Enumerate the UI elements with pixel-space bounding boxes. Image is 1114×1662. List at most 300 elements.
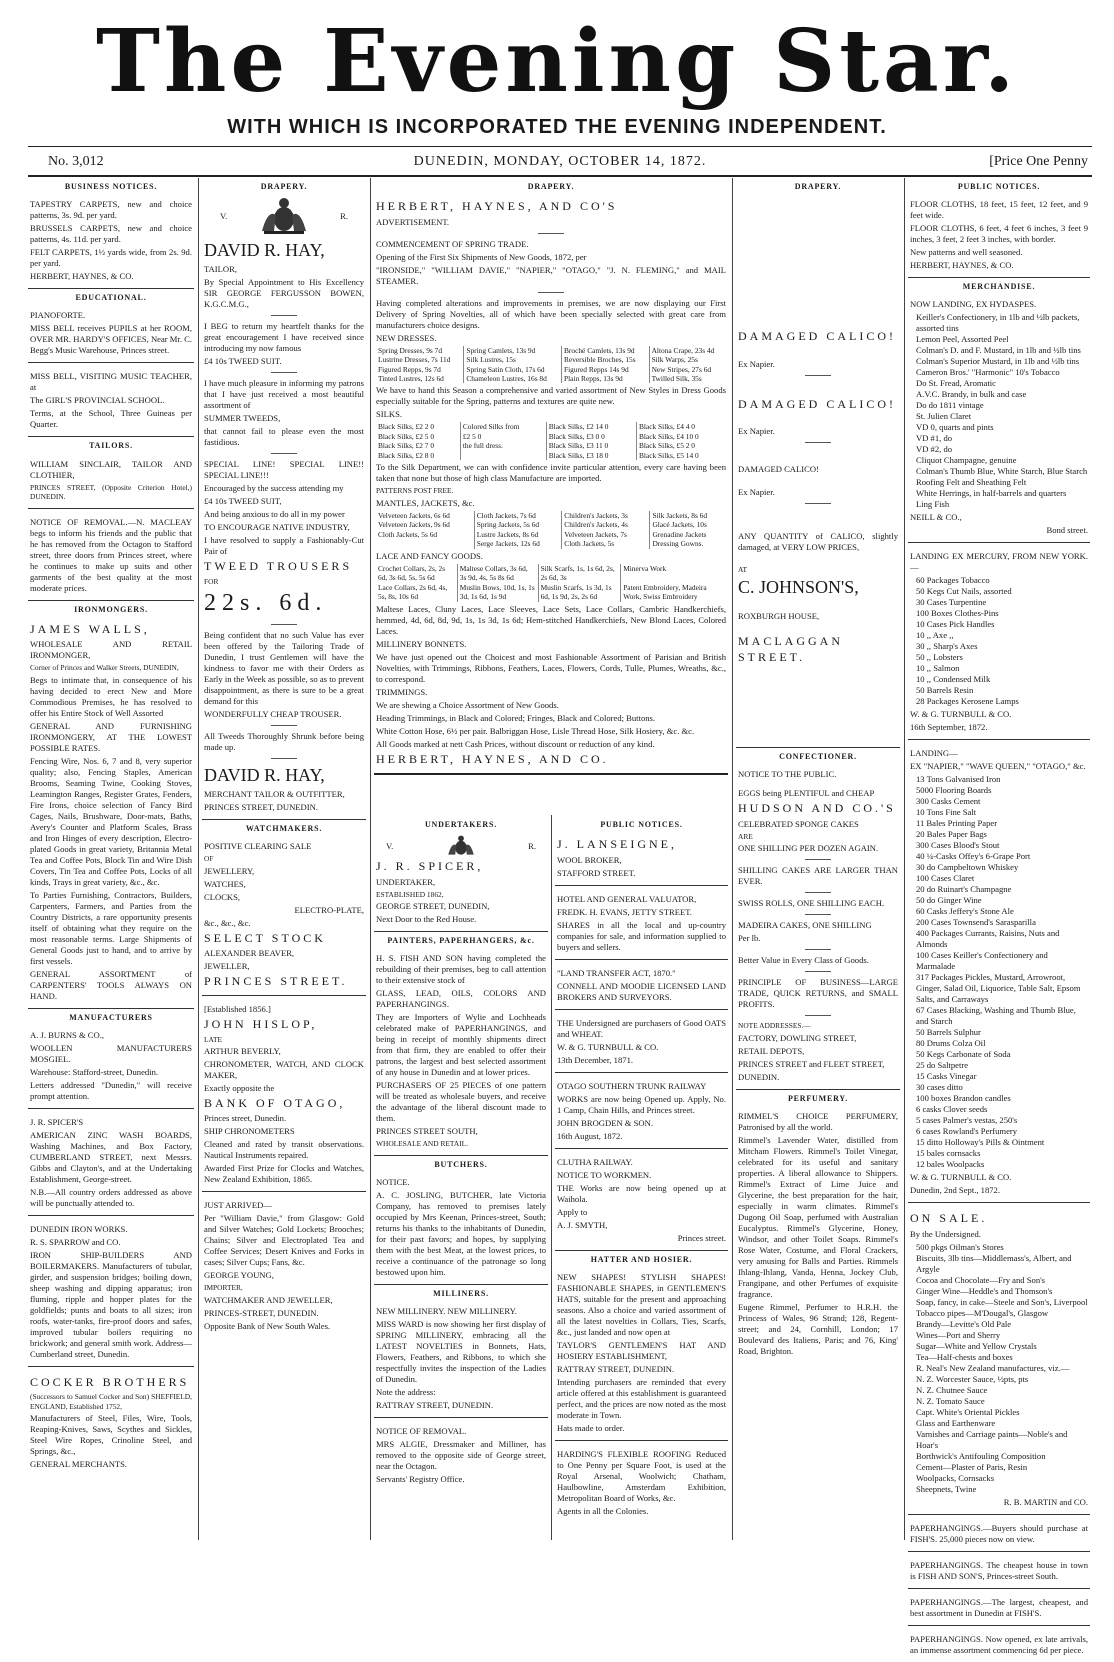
ad-text: GEORGE YOUNG, [204, 1270, 274, 1281]
section-heading: CONFECTIONER. [779, 752, 857, 762]
ad-text: Ex Napier. [738, 425, 775, 436]
ad-text: WOOLLEN MANUFACTURERS MOSGIEL. [30, 1042, 192, 1064]
section-heading: EDUCATIONAL. [75, 293, 147, 303]
ad-title: NOTICE OF REMOVAL. [376, 1426, 467, 1437]
list-item: 15 bales cornsacks [916, 1148, 981, 1159]
list-item: Keiller's Confectionery, in 1lb and ½lb packets, assorted tins [916, 312, 1080, 334]
list-item: 100 boxes Brandon candles [916, 1093, 1011, 1104]
list-item: 67 Cases Blacking, Washing and Thumb Blue, and Starch [916, 1005, 1076, 1027]
ad-text: MACLAGGAN STREET. [738, 634, 843, 664]
ad-text: JEWELLERY, [204, 865, 255, 876]
ad-beaver [202, 837, 366, 996]
table-cell: Lustrine Dresses, 7s 11d [378, 355, 451, 365]
table-cell: Black Silks, £3 18 0 [546, 451, 636, 460]
ad-text: Manufacturers of Steel, Files, Wire, Tools, Reaping-Knives, Saws, Scythes and Sickles, Steel Wire Ropes, Crinoline Steel, and Springs, &c., [30, 1413, 192, 1457]
table-cell: Maltese Collars, 3s 6d, 3s 9d, 4s, 5s 8s 6d [457, 564, 538, 583]
ad-text: WATCHMAKER AND JEWELLER, [204, 1294, 333, 1305]
table-cell: Tinted Lustres, 12s 6d [378, 374, 444, 383]
spacer [738, 782, 898, 786]
ad-james-walls [28, 618, 194, 1009]
ad-text: FOR [204, 576, 219, 586]
ad-text: SHIP CHRONOMETERS [204, 1126, 295, 1137]
column-rule [198, 178, 199, 1540]
ad-signature: HERBERT, HAYNES, AND CO. [376, 751, 609, 766]
list-item: Colman's Superior Mustard, in 1lb and ½lb tins [916, 356, 1080, 367]
list-item: Tobacco pipes—M'Dougal's, Glasgow [916, 1307, 1049, 1318]
ad-text: Intending purchasers are reminded that every article offered at this establishment is guaranteed perfect, and the prices are now noted as the most moderate in Town. [557, 1376, 726, 1420]
table-cell: the full dress. [460, 441, 546, 450]
list-item: 28 Packages Kerosene Lamps [916, 696, 1019, 707]
list-item: Colman's D. and F. Mustard, in 1lb and ½lb tins [916, 345, 1081, 356]
ad-text: [Established 1856.] [204, 1004, 271, 1015]
section-heading: WATCHMAKERS. [245, 823, 323, 833]
list-item: 10 ,, Salmon [916, 663, 960, 674]
table-cell: Black Silks, £2 5 0 [378, 431, 435, 441]
price-display: 22s. 6d. [204, 590, 328, 617]
table-row [376, 365, 726, 374]
ad-text: PATTERNS POST FREE. [376, 486, 454, 496]
list-item: 300 Casks Cement [916, 796, 981, 807]
ad-text: PURCHASERS OF 25 PIECES of one pattern will be treated as wholesale buyers, and receive the advantage of the liberal discount made to them. [376, 1080, 546, 1124]
ad-text: ANY QUANTITY of CALICO, slightly damaged, at VERY LOW PRICES, [738, 530, 898, 552]
ad-text: Princes street. [677, 1232, 726, 1243]
divider [805, 375, 831, 376]
section-heading: HATTER AND HOSIER. [590, 1254, 693, 1264]
ad-text: Letters addressed "Dunedin," will receive prompt attention. [30, 1079, 192, 1101]
ad-title: A. J. BURNS & CO., [30, 1029, 105, 1040]
ad-text: Exactly opposite the [204, 1083, 275, 1094]
table-cell: Spring Camlets, 13s 9d [464, 346, 562, 355]
table-cell: Spring Dresses, 9s 7d [378, 345, 443, 355]
table-cell: Black Silks, £2 8 0 [378, 450, 435, 460]
ad-miss-ward [374, 1302, 548, 1418]
ad-title: J. R. SPICER'S [30, 1116, 84, 1127]
ad-text: WHOLESALE AND RETAIL. [376, 1139, 468, 1149]
ad-text: A. C. JOSLING, BUTCHER, late Victoria Company, has removed to premises lately occupied by Mrs Keenan, Princes-street, South; returns his thanks to the inhabitants of Dunedin, for their past favors; and hopes, by supplying them with the best Meat, at the lowest prices, to receive a continuance of the patronage so long bestowed upon him. [376, 1190, 546, 1277]
list-item: 5 cases Palmer's vestas, 250's [916, 1115, 1018, 1126]
ad-text: UNDERTAKER, [376, 876, 436, 887]
ad-title: NOTICE. [376, 1177, 410, 1187]
ad-text: TWEED TROUSERS [204, 559, 353, 574]
ad-rimmel [736, 1107, 900, 1363]
ad-lanseigne [555, 833, 728, 885]
list-item: Wines—Port and Sherry [916, 1329, 1001, 1340]
table-cell: Muslin Scarfs, 1s 3d, 1s 6d, 1s 9d, 2s, 2s 6d [538, 583, 621, 602]
list-item: 50 Kegs Cut Nails, assorted [916, 586, 1012, 597]
table-heading: NEW DRESSES. [376, 332, 437, 343]
ad-text: The GIRL'S PROVINCIAL SCHOOL. [30, 395, 165, 406]
ad-title: JOHN HISLOP, [204, 1017, 318, 1032]
ad-text: Being confident that no such Value has ever been offered by the Tailoring Trade of Dunedin, I trust Gentlemen will have the kindness to favor me with their Orders as Early in the Week as possible, so as to prevent disappointment, as there is sure to be a great demand for this [204, 629, 364, 706]
ad-text: RATTRAY STREET, DUNEDIN. [557, 1363, 675, 1374]
ad-text: Begs to intimate that, in consequence of his having decided to erect New and More Commodious Premises, he has resolved to offer his Entire Stock of Well Assorted [30, 674, 192, 718]
ad-text: ALEXANDER BEAVER, [204, 947, 295, 958]
section-heading: MERCHANDISE. [962, 282, 1036, 292]
ad-macleay [28, 513, 194, 601]
divider [538, 233, 564, 234]
ad-title: FREDK. H. EVANS, JETTY STREET. [557, 906, 692, 917]
ad-text: &c., &c., &c. [204, 917, 251, 928]
list-item: Cliquot Champagne, genuine [916, 455, 1017, 466]
ad-neill [908, 295, 1090, 543]
ad-text: PAPERHANGINGS.—The largest, cheapest, and best assortment in Dunedin at FISH'S. [910, 1596, 1088, 1618]
spacer [738, 601, 898, 609]
section-heading: BUSINESS NOTICES. [64, 182, 158, 191]
table-cell: Black Silks, £2 14 0 [546, 422, 636, 431]
spacer [738, 347, 898, 357]
ad-title: DUNEDIN IRON WORKS. [30, 1223, 128, 1234]
list-item: Varnishes and Carriage paints—Noble's and Hoar's [916, 1428, 1068, 1450]
divider [271, 758, 297, 759]
ad-text: MADEIRA CAKES, ONE SHILLING [738, 920, 872, 931]
list-item: A.V.C. Brandy, in bulk and case [916, 389, 1027, 400]
ad-title: POSITIVE CLEARING SALE [204, 841, 312, 852]
ad-text: PAPERHANGINGS. The cheapest house in town is FISH AND SON'S, Princes-street South. [910, 1559, 1088, 1581]
list-item: 15 Casks Vinegar [916, 1071, 977, 1082]
table-cell: Chameleon Lustres, 16s 8d [464, 374, 562, 383]
table-cell: Muslin Bows, 10d, 1s, 1s 3d, 1s 6d, 1s 9d [457, 583, 538, 602]
section-heading: BUTCHERS. [434, 1159, 488, 1169]
ad-text: STAFFORD STREET. [557, 867, 636, 878]
ad-text: Princes street, Dunedin. [204, 1113, 287, 1124]
ad-title: NOW LANDING, EX HYDASPES. [910, 299, 1037, 310]
list-item: VD #2, do [916, 444, 953, 455]
table-cell: Children's Jackets, 4s [562, 520, 650, 529]
ad-text: To the Silk Department, we can with confidence invite particular attention, every care having been taken that none but those of high class Manufacture are imported. [376, 462, 726, 484]
ad-paperhangings-3 [908, 1593, 1090, 1626]
ad-text: Dunedin, 2nd Sept., 1872. [910, 1185, 1000, 1196]
list-item: 100 Cases Keiller's Confectionery and Marmalade [916, 950, 1048, 972]
list-item: 6 cases Rowland's Perfumery [916, 1126, 1018, 1137]
ad-title: JAMES WALLS, [30, 621, 150, 636]
list-item: Biscuits, 3lb tins—Middlemass's, Albert, and Argyle [916, 1252, 1072, 1274]
ad-title: HERBERT, HAYNES, AND CO'S [376, 199, 618, 214]
ad-oats [555, 1014, 728, 1073]
ad-martin [908, 1207, 1090, 1514]
table-row [376, 530, 726, 539]
ad-text: JOHN BROGDEN & SON. [557, 1117, 653, 1128]
ad-text: SELECT STOCK [204, 930, 326, 945]
ad-text: A. J. SMYTH, [557, 1219, 608, 1230]
table-row [376, 422, 726, 431]
table-cell: Glacé Jackets, 10s [650, 520, 726, 529]
list-item: Colman's Thumb Blue, White Starch, Blue Starch [916, 466, 1088, 477]
ad-text: W. & G. TURNBULL & CO. [910, 709, 1012, 720]
list-item: Tea—Half-chests and boxes [916, 1351, 1013, 1362]
ad-text: TAYLOR'S GENTLEMEN'S HAT AND HOSIERY ESTABLISHMENT, [557, 1339, 726, 1361]
list-item: 30 do Campbeltown Whiskey [916, 862, 1019, 873]
ad-text: By the Undersigned. [910, 1228, 981, 1239]
spacer [738, 448, 898, 462]
list-item: R. Neal's New Zealand manufactures, viz.— [916, 1362, 1070, 1373]
vr-letter: V. [386, 841, 394, 852]
section-heading: PUBLIC NOTICES. [600, 820, 683, 829]
list-item: 25 do Saltpetre [916, 1060, 969, 1071]
list-item: White Herrings, in half-barrels and quarters [916, 488, 1067, 499]
column-2 [202, 180, 366, 1540]
table-heading: MANTLES, JACKETS, &c. [376, 497, 475, 508]
ad-title: PIANOFORTE. [30, 310, 86, 321]
ad-text: ELECTRO-PLATE, [294, 904, 364, 915]
ad-text: All Tweeds Thoroughly Shrunk before being made up. [204, 730, 364, 752]
ad-text: Opening of the First Six Shipments of New Goods, 1872, per [376, 251, 587, 262]
ad-title: DAVID R. HAY, [204, 764, 325, 785]
ad-text: WORKS are now being Opened up. Apply, No. 1 Camp, Chain Hills, and Princes street. [557, 1093, 726, 1115]
list-item: N. Z. Chutnee Sauce [916, 1384, 988, 1395]
table-row [376, 374, 726, 383]
ad-text: ARTHUR BEVERLY, [204, 1046, 281, 1057]
section-heading: PUBLIC NOTICES. [957, 182, 1041, 191]
list-item: Soap, fancy, in cake—Steele and Son's, Liverpool [916, 1296, 1088, 1307]
place-date: DUNEDIN, MONDAY, OCTOBER 14, 1872. [413, 154, 707, 169]
ad-text: Warehouse: Stafford-street, Dunedin. [30, 1066, 159, 1077]
ad-title: NOTICE TO THE PUBLIC. [738, 769, 837, 780]
ad-miss-bell-visiting [28, 367, 194, 437]
ad-text: NEW SHAPES! STYLISH SHAPES! FASHIONABLE SHAPES, in GENTLEMEN'S HATS, suitable for the present and approaching seasons. Also a choice and varied assortment of all the latest novelties in Collars, Ties, Scarfs, &c., just landed and now open at [557, 1271, 726, 1337]
vr-letter: R. [340, 211, 348, 222]
ad-title: J. LANSEIGNE, [557, 837, 677, 852]
column-5 [908, 180, 1090, 1655]
table-heading: LACE AND FANCY GOODS. [376, 550, 483, 561]
section-heading: PERFUMERY. [787, 1093, 849, 1103]
table-cell: Crochet Collars, 2s, 2s 6d, 3s 6d, 5s, 5s 6d [378, 563, 446, 583]
ad-text: DUNEDIN. [738, 1071, 780, 1082]
table-row [376, 583, 726, 602]
rule-dateline [28, 175, 1092, 177]
ad-text: ADVERTISEMENT. [376, 216, 450, 227]
section-heading: MANUFACTURERS [69, 1012, 153, 1022]
ad-hislop [202, 1000, 366, 1192]
divider [271, 725, 297, 726]
ad-text: White Cotton Hose, 6½ per pair. Balbriggan Hose, Lisle Thread Hose, Silk Hosiery, &c. &c. [376, 725, 695, 736]
list-item: 300 Cases Blood's Stout [916, 840, 1000, 851]
list-item: 20 do Ruinart's Champagne [916, 884, 1012, 895]
ad-title: HUDSON AND CO.'S [738, 801, 896, 816]
table-cell: Silk Jackets, 8s 6d [650, 511, 726, 520]
ad-title: OTAGO SOUTHERN TRUNK RAILWAY [557, 1080, 707, 1091]
table-cell: Spring Jackets, 5s 6d [474, 520, 562, 529]
list-item: VD #1, do [916, 433, 953, 444]
list-item: N. Z. Worcester Sauce, ½pts, pts [916, 1373, 1029, 1384]
list-item: 6 casks Clover seeds [916, 1104, 988, 1115]
ad-turnbull-napier [908, 744, 1090, 1203]
divider [805, 859, 831, 860]
ad-text: WOOL BROKER, [557, 854, 622, 865]
ad-fish [374, 949, 548, 1155]
ad-text: Per "William Davie," from Glasgow: Gold and Silver Watches; Gold Lockets; Brooches; Chains; Silver and Electroplated Tea and Coffee Services; Desert Knives and Forks in cases; Silver Cups; Fans, &c. [204, 1213, 364, 1268]
list-item: Do do 1811 vintage [916, 400, 984, 411]
ad-text: PRINCES-STREET, DUNEDIN. [204, 1307, 319, 1318]
ad-text: And being anxious to do all in my power [204, 509, 345, 520]
spacer [738, 624, 898, 632]
table-row [376, 441, 726, 450]
table-row [376, 346, 726, 355]
divider [805, 1015, 831, 1016]
ad-text: £4 10s TWEED SUIT. [204, 356, 282, 367]
ad-text: Heading Trimmings, in Black and Colored; Fringes, Black and Colored; Buttons. [376, 712, 656, 723]
table-cell: Silk Scarfs, 1s, 1s 6d, 2s, 2s 6d, 3s [538, 564, 621, 583]
ad-text: Opposite Bank of New South Wales. [204, 1320, 331, 1331]
list-item: VD 0, quarts and pints [916, 422, 994, 433]
ad-text: Fencing Wire, Nos. 6, 7 and 8, very superior quality; also, Fencing Staples, American Brooms, Seaming Twine, Cooking Stoves, Leamington Ranges, Register Grates, Fenders, Fire Irons, choice selection of Fancy Bird Cages, Nails, Brushware, Door-mats, Baths, Avery's Counter and Platform Scales, Brass and Iron Hinges of every description, Electro-plated Goods in great variety, Britannia Metal Tea and Coffee Pots, Block Tin and Wire Dish Covers, Tin Tea and Coffee Pots, Locks of all kinds, Trays in great variety, &c., &c. [30, 755, 192, 887]
ad-text: They are Importers of Wylie and Lochheads celebrated make of PAPERHANGINGS, and being in receipt of monthly shipments direct from that firm, they are enabled to offer their patrons, the largest and best selected assortment of any house in Dunedin and at lower prices. [376, 1012, 546, 1078]
ad-text: Note the address: [376, 1387, 436, 1398]
dateline [28, 152, 1092, 174]
ad-text: Cleaned and rated by transit observations. Nautical Instruments repaired. [204, 1139, 364, 1161]
ad-text: Awarded First Prize for Clocks and Watches, New Zealand Exhibition, 1865. [204, 1163, 364, 1185]
table-cell [460, 451, 546, 460]
ad-herbert-haynes [374, 195, 728, 775]
ad-text: ONE SHILLING PER DOZEN AGAIN. [738, 843, 879, 854]
ad-text: NOTE ADDRESSES.— [738, 1021, 811, 1031]
list-item: 50 ,, Lobsters [916, 652, 963, 663]
spacer [738, 509, 898, 529]
table-cell: Figured Repps, 9s 7d [378, 364, 441, 374]
spacer [738, 555, 898, 563]
table-cell: Black Silks, £4 10 0 [636, 432, 726, 441]
divider [805, 503, 831, 504]
table-cell: Silk Warps, 25s [649, 355, 726, 364]
list-item: Cameron Bros.' "Harmonic" 10's Tobacco [916, 367, 1060, 378]
list-item: 50 Barrels Sulphur [916, 1027, 981, 1038]
table-cell: Plain Repps, 13s 9d [562, 374, 650, 383]
table-cell: Colored Silks from [460, 422, 546, 431]
table-cell: Lustre Jackets, 8s 6d [474, 530, 562, 539]
royal-crest-row [376, 835, 546, 857]
ad-text: Per lb. [738, 933, 761, 944]
divider [805, 442, 831, 443]
ad-text: W. & G. TURNBULL & CO. [910, 1172, 1012, 1183]
list-item: 80 Drums Colza Oil [916, 1038, 986, 1049]
table-cell: Velveteen Jackets, 9s 6d [378, 520, 450, 530]
table-cell: Black Silks, £3 11 0 [546, 441, 636, 450]
divider [271, 315, 297, 316]
section-heading: IRONMONGERS. [74, 604, 148, 614]
ad-text: Maltese Laces, Cluny Laces, Lace Sleeves, Lace Sets, Lace Collars, Cambric Handkerchiefs, hemmed, 4d, 6d, 8d, 9d, 1s, 1s 3d, 1s 6d; Hem-stitched Handkerchiefs, New Blond Laces, Colored Laces. [376, 603, 726, 636]
list-item: 100 Boxes Clothes-Pins [916, 608, 999, 619]
ad-hudson [736, 765, 900, 1089]
ad-text: WATCHES, [204, 878, 246, 889]
ad-title: DAMAGED CALICO! [738, 329, 896, 344]
ad-text: We have to hand this Season a comprehensive and varied assortment of New Styles in Dress Goods especially suitable for the Spring, patterns and textures are quite new. [376, 385, 726, 407]
ad-signature: HERBERT, HAYNES, & CO. [910, 260, 1014, 271]
ad-title: CLUTHA RAILWAY. [557, 1156, 633, 1167]
ad-text: 16th August, 1872. [557, 1130, 623, 1141]
table-cell: Grenadine Jackets [650, 530, 726, 539]
column-rule [732, 178, 733, 1540]
ad-text: (Successors to Samuel Cocker and Son) SHEFFIELD, ENGLAND, Established 1752, [30, 1392, 192, 1411]
ad-text: PRINCES STREET. [204, 973, 348, 988]
ad-spicer-undertaker [374, 833, 548, 932]
ad-taylor-hats [555, 1268, 728, 1441]
ad-floor-cloths [908, 195, 1090, 278]
list-item: 400 Packages Currants, Raisins, Nuts and Almonds [916, 928, 1060, 950]
ad-text: 13th December, 1871. [557, 1054, 634, 1065]
ad-text: NEILL & CO., [910, 512, 962, 523]
royal-crest-row [204, 197, 364, 237]
table-cell: Velveteen Jackets, 6s 6d [378, 510, 450, 520]
section-heading: MILLINERS. [433, 1289, 489, 1298]
section-heading: DRAPERY. [260, 182, 308, 191]
ad-text: £4 10s TWEED SUIT, [204, 496, 282, 507]
ad-text: AT [738, 564, 748, 574]
divider [271, 372, 297, 373]
ad-text: I have resolved to supply a Fashionably-Cut Pair of [204, 535, 364, 557]
table-cell: Black Silks, £2 7 0 [378, 441, 435, 451]
ad-railway [555, 1077, 728, 1149]
column-3b [374, 818, 548, 1540]
spacer [738, 197, 898, 327]
silks-table [376, 422, 726, 460]
list-item: Do St. Fread, Aromatic [916, 378, 996, 389]
column-rule [370, 178, 371, 1540]
list-item: Sheepnets, Twine [916, 1483, 977, 1494]
ad-text: LATE [204, 1034, 223, 1044]
ad-text: RETAIL DEPOTS, [738, 1045, 805, 1056]
vr-letter: V. [220, 211, 228, 222]
ad-line: BRUSSELS CARPETS, new and choice patterns, 4s. 11d. per yard. [30, 223, 192, 245]
ad-text: "LAND TRANSFER ACT, 1870." [557, 967, 676, 978]
list-item: Roofing Felt and Sheathing Felt [916, 477, 1027, 488]
ad-text: Better Value in Every Class of Goods. [738, 955, 869, 966]
ad-text: I BEG to return my heartfelt thanks for the great encouragement I have received since introducing my now famous [204, 321, 364, 354]
ad-title: ON SALE. [910, 1211, 988, 1226]
ad-text: By Special Appointment to His Excellency SIR GEORGE FERGUSSON BOWEN, K.G.C.M.G., [204, 277, 364, 310]
divider [805, 914, 831, 915]
section-heading: DRAPERY. [527, 182, 575, 191]
ad-text: SUMMER TWEEDS, [204, 413, 281, 424]
ad-text: TAILOR, [204, 264, 237, 275]
ad-text: ESTABLISHED 1862, [376, 889, 444, 899]
table-cell: Black Silks, £5 2 0 [636, 441, 726, 450]
table-cell: Black Silks, £2 2 0 [378, 422, 435, 432]
item-list [910, 1242, 1088, 1495]
ad-miss-bell [28, 306, 194, 363]
table-row [376, 564, 726, 583]
column-3-drapery [374, 180, 728, 812]
ad-text: MERCHANT TAILOR & OUTFITTER, [204, 788, 345, 799]
table-cell: Reversible Broches, 15s [562, 355, 650, 364]
list-item: Capt. White's Oriental Pickles [916, 1406, 1020, 1417]
list-item: 500 pkgs Oilman's Stores [916, 1241, 1004, 1252]
ad-text: FLOOR CLOTHS, 18 feet, 15 feet, 12 feet, and 9 feet wide. [910, 199, 1088, 221]
spacer [738, 381, 898, 395]
ad-title: GLASS, LEAD, OILS, COLORS AND PAPERHANGINGS. [376, 988, 546, 1010]
ad-title: J. R. SPICER, [376, 859, 484, 874]
list-item: 50 Kegs Carbonate of Soda [916, 1049, 1011, 1060]
list-item: Lemon Peel, Assorted Peel [916, 334, 1009, 345]
ad-text: NOTICE OF REMOVAL.—N. MACLEAY begs to inform his friends and the public that he has removed from the Octagon to Stafford street, three doors from Princes street, where he continues to make up suits and other garments of the best quality at the most moderate prices. [30, 516, 192, 593]
ad-text: N.B.—All country orders addressed as above will be punctually attended to. [30, 1186, 192, 1208]
ad-text: R. B. MARTIN and CO. [1003, 1496, 1088, 1507]
ad-text: All Goods marked at nett Cash Prices, without discount or reduction of any kind. [376, 738, 655, 749]
column-3c [555, 818, 728, 1540]
rule-top [28, 146, 1092, 147]
ad-text: Eugene Rimmel, Perfumer to H.R.H. the Princess of Wales, 96 Strand; 128, Regent-street; and 24, Cornhill, London; 17 Boulevard des Italiens, Paris; and 76, King' Road, Brighton. [738, 1301, 898, 1356]
spacer [738, 414, 898, 424]
list-item: 10 ,, Condensed Milk [916, 674, 991, 685]
divider [805, 971, 831, 972]
table-heading: MILLINERY BONNETS. [376, 638, 467, 649]
table-cell: Black Silks, £3 0 0 [546, 432, 636, 441]
table-row [376, 451, 726, 460]
list-item: 40 ¼-Casks Offey's 6-Grape Port [916, 851, 1031, 862]
table-cell: Children's Jackets, 3s [562, 511, 650, 520]
ad-text: Rimmel's Lavender Water, distilled from Mitcham Flowers. Rimmel's Toilet Vinegar, celebrated for its useful and sanitary properties. A liberal allowance to Shippers. Rimmel's Extract of Lime Juice and Glycerine, the best preparation for the hair, especially in warm climates. Rimmel's Dugong Oil Soap, perfumed with Australian Eucalyptus. Rimmel's Glycerine, Honey, Windsor, and other Toilet Soaps. Rimmel's Rose Water, Costume, and Floral Crackers, very amusing for Balls and Parties. Rimmels Ihlang-Ihlang, Vanda, Henna, Jockey Club, Frangipane, and other Perfumes of exquisite fragrance. [738, 1134, 898, 1299]
ad-paperhangings-4 [908, 1630, 1090, 1662]
ad-text: W. & G. TURNBULL & CO. [557, 1041, 659, 1052]
ad-line: TAPESTRY CARPETS, new and choice patterns, 3s. 9d. per yard. [30, 199, 192, 221]
